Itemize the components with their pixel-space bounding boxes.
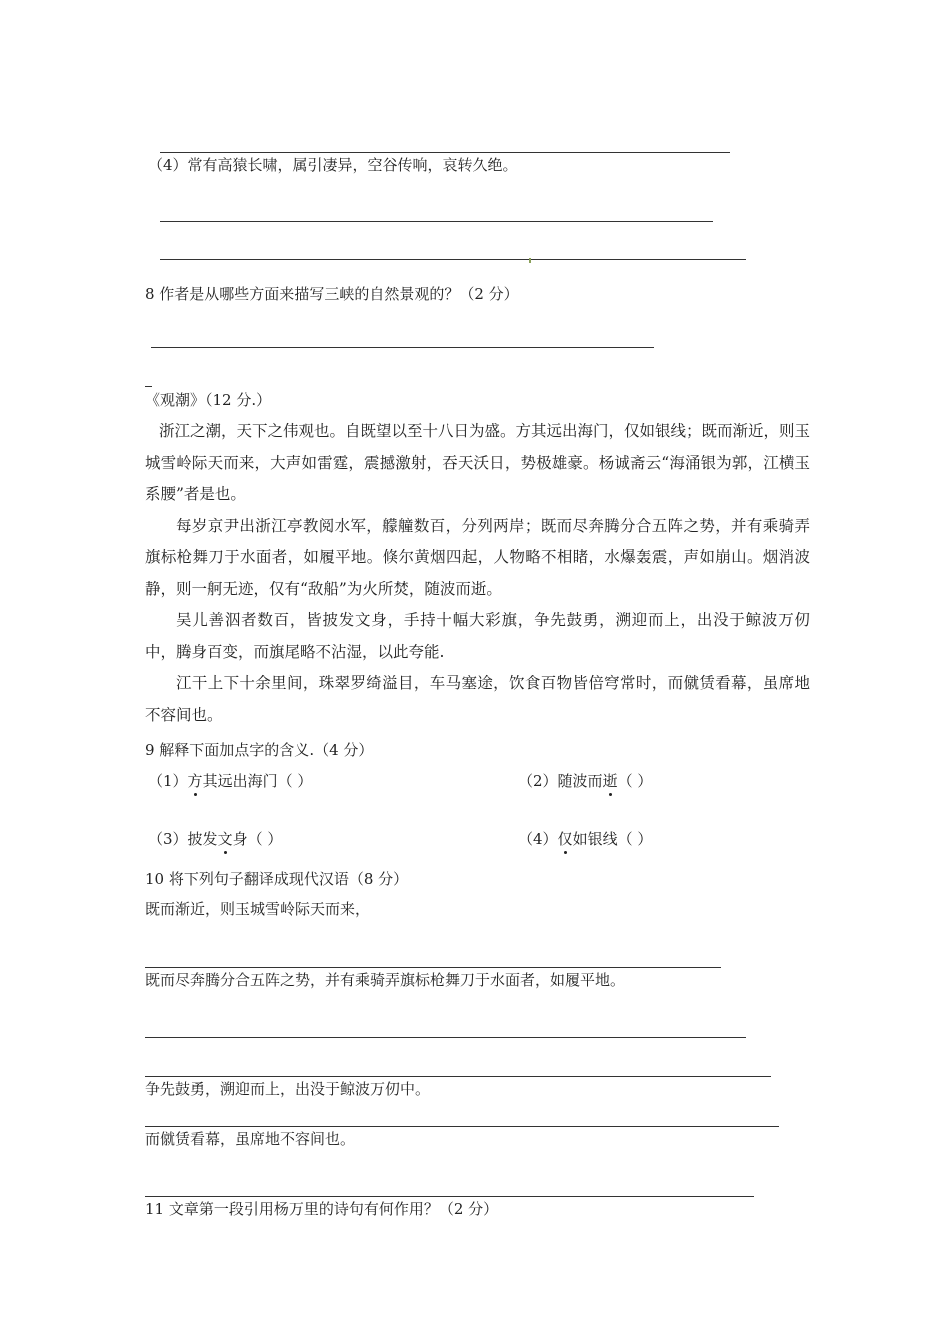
- q10-sentence-4: 而僦赁看幕，虽席地不容间也。: [145, 1130, 356, 1148]
- question-9: 9 解释下面加点字的含义.（4 分）: [145, 741, 374, 759]
- q9-item-3: [148, 829, 282, 849]
- passage-paragraph-3: 吴儿善泅者数百，皆披发文身，手持十幅大彩旗，争先鼓勇，溯迎而上，出没于鲸波万仞中，腾身百变，而旗尾略不沾湿，以此夸能.: [145, 611, 810, 661]
- q9-text: 如银线: [572, 830, 618, 848]
- answer-blank[interactable]: （ ）: [247, 830, 283, 848]
- answer-line: [160, 221, 713, 222]
- dotted-character: 文: [217, 830, 233, 848]
- q9-item-4: [518, 829, 652, 849]
- question-11: 11 文章第一段引用杨万里的诗句有何作用？（2 分）: [145, 1200, 499, 1218]
- question-8: 8 作者是从哪些方面来描写三峡的自然景观的？（2 分）: [145, 285, 519, 303]
- question-7-item-4: （4）常有高猿长啸，属引凄异，空谷传响，哀转久绝。: [148, 156, 518, 174]
- q10-sentence-3: 争先鼓勇，溯迎而上，出没于鲸波万仞中。: [145, 1080, 431, 1098]
- answer-line: [151, 347, 654, 348]
- q9-text: 身: [232, 830, 248, 848]
- dotted-character: 方: [187, 772, 203, 790]
- passage-paragraph-1: 浙江之潮，天下之伟观也。自既望以至十八日为盛。方其远出海门，仅如银线；既而渐近，则玉城雪岭际天而来，大声如雷霆，震撼激射，吞天沃日，势极雄豪。杨诚斋云“海涌银为郭，江横玉系腰”者是也。: [145, 422, 811, 503]
- answer-line[interactable]: [145, 1037, 746, 1038]
- passage-title: 《观潮》（12 分.）: [145, 391, 272, 409]
- q10-sentence-1: 既而渐近，则玉城雪岭际天而来，: [145, 900, 371, 918]
- stray-dash: [145, 386, 152, 387]
- q9-item-number: （4）: [518, 830, 558, 848]
- passage: [145, 416, 810, 731]
- stray-mark: [529, 258, 531, 263]
- answer-line[interactable]: [145, 967, 721, 968]
- answer-blank[interactable]: （ ）: [277, 772, 313, 790]
- q9-item-1: [148, 771, 312, 791]
- answer-blank[interactable]: （ ）: [617, 830, 653, 848]
- q9-item-number: （2）: [518, 772, 558, 790]
- passage-paragraph-4: 江干上下十余里间，珠翠罗绮溢目，车马塞途，饮食百物皆倍穹常时，而僦赁看幕，虽席地不容间也。: [145, 674, 810, 724]
- answer-line[interactable]: [145, 1196, 754, 1197]
- q9-text: 随波而: [557, 772, 603, 790]
- q9-item-number: （3）: [148, 830, 188, 848]
- dotted-character: 仅: [557, 830, 573, 848]
- question-10: 10 将下列句子翻译成现代汉语（8 分）: [145, 870, 409, 888]
- dotted-character: 逝: [602, 772, 618, 790]
- answer-line[interactable]: [145, 1126, 779, 1127]
- q9-item-number: （1）: [148, 772, 188, 790]
- q9-item-2: [518, 771, 652, 791]
- q10-sentence-2: 既而尽奔腾分合五阵之势，并有乘骑弄旗标枪舞刀于水面者，如履平地。: [145, 971, 626, 989]
- passage-paragraph-2: 每岁京尹出浙江亭教阅水军，艨艟数百，分列两岸；既而尽奔腾分合五阵之势，并有乘骑弄旗标枪舞刀于水面者，如履平地。倏尔黄烟四起，人物略不相睹，水爆轰震，声如崩山。烟消波静，则一舸无迹，仅有“敌船”为火所焚，随波而逝。: [145, 516, 810, 598]
- answer-line: [160, 259, 746, 260]
- q9-text: 其远出海门: [202, 772, 278, 790]
- answer-blank[interactable]: （ ）: [617, 772, 653, 790]
- answer-line[interactable]: [145, 1076, 771, 1077]
- answer-line: [160, 152, 730, 153]
- q9-text: 披发: [187, 830, 218, 848]
